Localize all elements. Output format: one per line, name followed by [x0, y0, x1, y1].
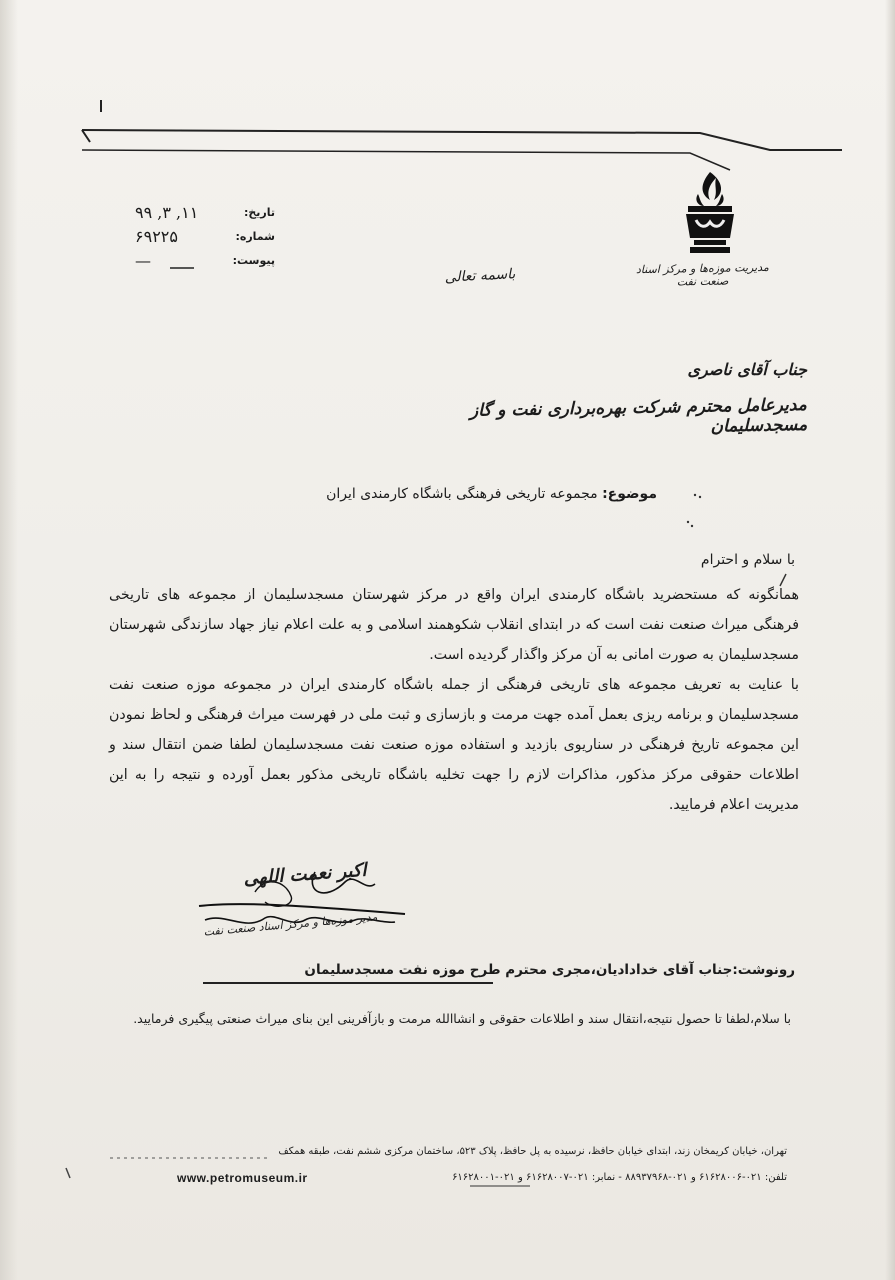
subject-text: مجموعه تاریخی فرهنگی باشگاه کارمندی ایران: [326, 486, 598, 502]
signatory-name: اکبر نعمت اللهی: [242, 859, 368, 890]
subject-line: [237, 486, 657, 502]
cc-note: با سلام،لطفا تا حصول نتیجه،انتقال سند و اطلاعات حقوقی و انشاالله مرمت و بازآفرینی این بنای میراث صنعتی پیگیری فرمایید.: [133, 1011, 791, 1026]
addressee-title: مدیرعامل محترم شرکت بهره‌برداری نفت و گاز مسجدسلیمان: [469, 395, 808, 437]
body-paragraph: همانگونه که مستحضرید باشگاه کارمندی ایران واقع در مرکز شهرستان مسجدسلیمان از مجموعه های تاریخی فرهنگی میراث صنعت نفت است که در ابتدای انقلاب شکوهمند اسلامی و به علت اعلام نیاز جهاد سازندگی شهرستان مسجدسلیمان به صورت امانی به آن مرکز واگذار گردیده است.: [109, 587, 799, 663]
attachment-value: —: [135, 250, 151, 270]
date-value: ۹۹ ,۳ ,۱۱: [135, 202, 199, 222]
scan-shadow-left: [0, 0, 18, 1280]
petroleum-museum-logo-icon: [670, 168, 750, 263]
date-row: [115, 200, 275, 224]
addressee-name: جناب آقای ناصری: [687, 360, 807, 379]
date-label: تاریخ:: [243, 205, 275, 219]
signatory-title: مدیر موزه‌ها و مرکز اسناد صنعت نفت: [203, 910, 378, 939]
greeting: با سلام و احترام: [700, 552, 795, 568]
attachment-row: [115, 248, 275, 272]
cc-underline: [203, 982, 493, 984]
cc-line: رونوشت:جناب آقای خدادادیان،مجری محترم طرح موزه نفت مسجدسلیمان: [304, 962, 795, 978]
number-label: شماره:: [235, 229, 275, 243]
attachment-label: پیوست:: [232, 253, 275, 267]
letter-body: [109, 580, 799, 820]
basmala-heading: باسمه تعالی: [444, 266, 516, 286]
organization-name: مدیریت موزه‌ها و مرکز اسناد صنعت نفت: [635, 260, 769, 289]
subject-label: موضوع:: [602, 486, 657, 502]
number-value: ۶۹۲۲۵: [135, 226, 178, 246]
footer-phones: تلفن: ۰۲۱-۶۱۶۲۸۰۰۶ و ۰۲۱-۸۸۹۳۷۹۶۸ - نمابر: ۰۲۱-۶۱۶۲۸۰۰۷ و ۰۲۱-۶۱۶۲۸۰۰۱: [452, 1172, 787, 1183]
footer-address: تهران، خیابان کریمخان زند، ابتدای خیابان حافظ، نرسیده به پل حافظ، پلاک ۵۲۳، ساختمان مرکزی ششم نفت، طبقه همکف: [278, 1146, 787, 1157]
scan-shadow-right: [885, 0, 895, 1280]
footer-website: www.petromuseum.ir: [177, 1171, 308, 1185]
letter-metadata: [115, 200, 275, 272]
letter-footer: [177, 1143, 787, 1187]
addressee-block: [407, 360, 807, 435]
body-paragraph: با عنایت به تعریف مجموعه های تاریخی فرهنگی از جمله باشگاه کارمندی ایران در مجموعه موزه صنعت نفت مسجدسلیمان و برنامه ریزی بعمل آمده جهت مرمت و بازسازی و ثبت ملی در فهرست میراث فرهنگی و لحاظ نمودن این مجموعه تاریخ فرهنگی در سناریوی بازدید و استفاده موزه صنعت نفت مسجدسلیمان لطفا ضمن انتقال سند و اطلاعات حقوقی مرکز مذکور، مذاکرات لازم را جهت تخلیه باشگاه تاریخی مذکور بعمل آورده و نتیجه را به این مدیریت اعلام فرمایید.: [109, 677, 799, 813]
number-row: [115, 224, 275, 248]
